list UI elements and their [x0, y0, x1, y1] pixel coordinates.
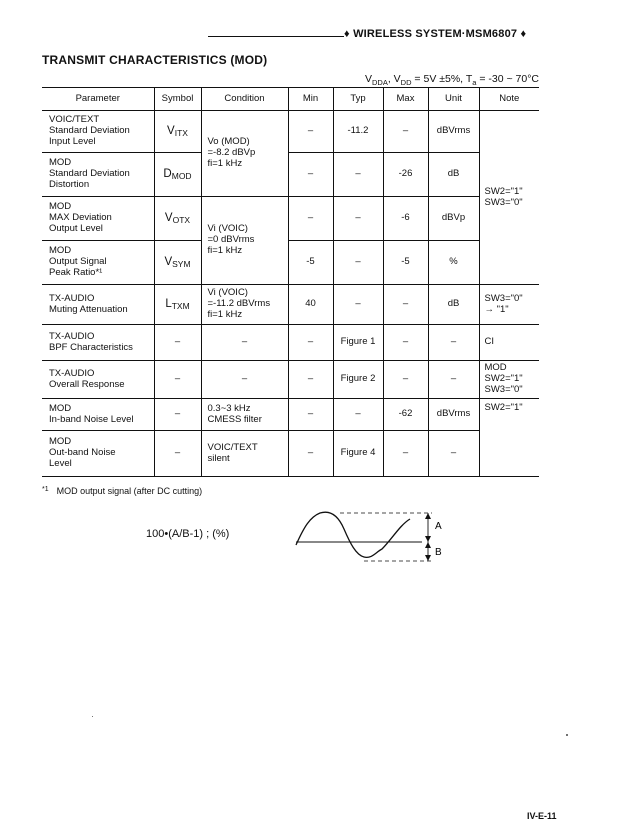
min-cell: – — [288, 197, 333, 241]
symbol-cell: – — [154, 325, 201, 361]
typ-cell: – — [333, 399, 383, 431]
unit-cell: dBVp — [428, 197, 479, 241]
note-cell: SW2="1" SW3="0" — [479, 111, 539, 285]
unit-cell: dBVrms — [428, 399, 479, 431]
signal-waveform — [296, 512, 410, 557]
condition-cell: – — [201, 325, 288, 361]
table-row — [42, 241, 539, 285]
unit-cell: – — [428, 431, 479, 477]
table-row — [42, 431, 539, 477]
unit-cell: – — [428, 325, 479, 361]
parameter-cell: MOD In-band Noise Level — [42, 399, 154, 431]
footnote-mark: *1 — [42, 486, 49, 493]
unit-cell: – — [428, 361, 479, 399]
parameter-cell: TX-AUDIO Muting Attenuation — [42, 285, 154, 325]
typ-cell: Figure 1 — [333, 325, 383, 361]
min-cell: – — [288, 399, 333, 431]
table-row — [42, 361, 539, 399]
min-cell: – — [288, 111, 333, 153]
operating-conditions: $V_{DDA}$, $V_{DD} = 5V \pm 5\%$, $T_a = -30$ ~ 70°C — [364, 73, 539, 88]
typ-cell: – — [333, 197, 383, 241]
max-cell: – — [383, 431, 428, 477]
condition-cell: Vi (VOIC) =-11.2 dBVrms fi=1 kHz — [201, 285, 288, 325]
condition-cell: Vi (VOIC) =0 dBVrms fi=1 kHz — [201, 197, 288, 285]
table-row — [42, 285, 539, 325]
parameter-cell: TX-AUDIO Overall Response — [42, 361, 154, 399]
typ-cell: – — [333, 285, 383, 325]
min-cell: -5 — [288, 241, 333, 285]
condition-cell: 0.3~3 kHz CMESS filter — [201, 399, 288, 431]
note-cell: SW2="1" — [479, 399, 539, 477]
min-cell: – — [288, 153, 333, 197]
typ-cell: – — [333, 153, 383, 197]
max-cell: – — [383, 285, 428, 325]
header-condition: Condition — [201, 88, 288, 111]
parameter-cell: MOD Standard Deviation Distortion — [42, 153, 154, 197]
transmit-characteristics-table — [42, 87, 539, 477]
peak-ratio-waveform — [290, 505, 450, 571]
arrow-up-icon — [425, 542, 431, 548]
typ-cell: – — [333, 241, 383, 285]
arrow-down-icon — [425, 536, 431, 542]
parameter-cell: TX-AUDIO BPF Characteristics — [42, 325, 154, 361]
min-cell: 40 — [288, 285, 333, 325]
parameter-cell: VOIC/TEXT Standard Deviation Input Level — [42, 111, 154, 153]
footnote — [42, 486, 202, 496]
typ-cell: -11.2 — [333, 111, 383, 153]
table-row — [42, 197, 539, 241]
page-number: IV-E-11 — [527, 811, 557, 821]
peak-ratio-formula: 100•(A/B-1) ; (%) — [146, 528, 230, 540]
parameter-cell: MOD MAX Deviation Output Level — [42, 197, 154, 241]
table-row — [42, 325, 539, 361]
note-cell: CI — [479, 325, 539, 361]
symbol-cell: – — [154, 361, 201, 399]
header-max: Max — [383, 88, 428, 111]
scan-speck — [566, 734, 568, 736]
label-b: B — [435, 547, 442, 558]
symbol-cell: $V_{ITX}$ — [154, 111, 201, 153]
max-cell: -5 — [383, 241, 428, 285]
symbol-cell: $V_{OTX}$ — [154, 197, 201, 241]
header-parameter: Parameter — [42, 88, 154, 111]
max-cell: – — [383, 111, 428, 153]
max-cell: – — [383, 325, 428, 361]
min-cell: – — [288, 325, 333, 361]
table-row — [42, 153, 539, 197]
max-cell: -62 — [383, 399, 428, 431]
condition-cell: Vo (MOD) =-8.2 dBVp fi=1 kHz — [201, 111, 288, 197]
header-typ: Typ — [333, 88, 383, 111]
min-cell: – — [288, 431, 333, 477]
header-title: ♦ WIRELESS SYSTEM·MSM6807 ♦ — [344, 28, 527, 40]
arrow-up-icon — [425, 513, 431, 519]
header-symbol: Symbol — [154, 88, 201, 111]
parameter-cell: MOD Out-band Noise Level — [42, 431, 154, 477]
unit-cell: % — [428, 241, 479, 285]
max-cell: -26 — [383, 153, 428, 197]
footnote-text: MOD output signal (after DC cutting) — [56, 486, 203, 496]
parameter-cell: MOD Output Signal Peak Ratio*¹ — [42, 241, 154, 285]
symbol-cell: – — [154, 431, 201, 477]
symbol-cell: – — [154, 399, 201, 431]
header-note: Note — [479, 88, 539, 111]
table-header-row — [42, 88, 539, 111]
note-cell: SW3="0" → "1" — [479, 285, 539, 325]
typ-cell: Figure 4 — [333, 431, 383, 477]
header-min: Min — [288, 88, 333, 111]
symbol-cell: $V_{SYM}$ — [154, 241, 201, 285]
max-cell: – — [383, 361, 428, 399]
min-cell: – — [288, 361, 333, 399]
arrow-down-icon — [425, 555, 431, 561]
note-cell: MOD SW2="1" SW3="0" — [479, 361, 539, 399]
section-title: TRANSMIT CHARACTERISTICS (MOD) — [42, 53, 268, 67]
header-unit: Unit — [428, 88, 479, 111]
unit-cell: dBVrms — [428, 111, 479, 153]
typ-cell: Figure 2 — [333, 361, 383, 399]
symbol-cell: $L_{TXM}$ — [154, 285, 201, 325]
scan-speck — [92, 716, 93, 717]
max-cell: -6 — [383, 197, 428, 241]
table-row — [42, 111, 539, 153]
condition-cell: – — [201, 361, 288, 399]
symbol-cell: $D_{MOD}$ — [154, 153, 201, 197]
condition-cell: VOIC/TEXT silent — [201, 431, 288, 477]
label-a: A — [435, 521, 442, 532]
unit-cell: dB — [428, 153, 479, 197]
table-row — [42, 399, 539, 431]
unit-cell: dB — [428, 285, 479, 325]
header-rule — [208, 36, 344, 37]
